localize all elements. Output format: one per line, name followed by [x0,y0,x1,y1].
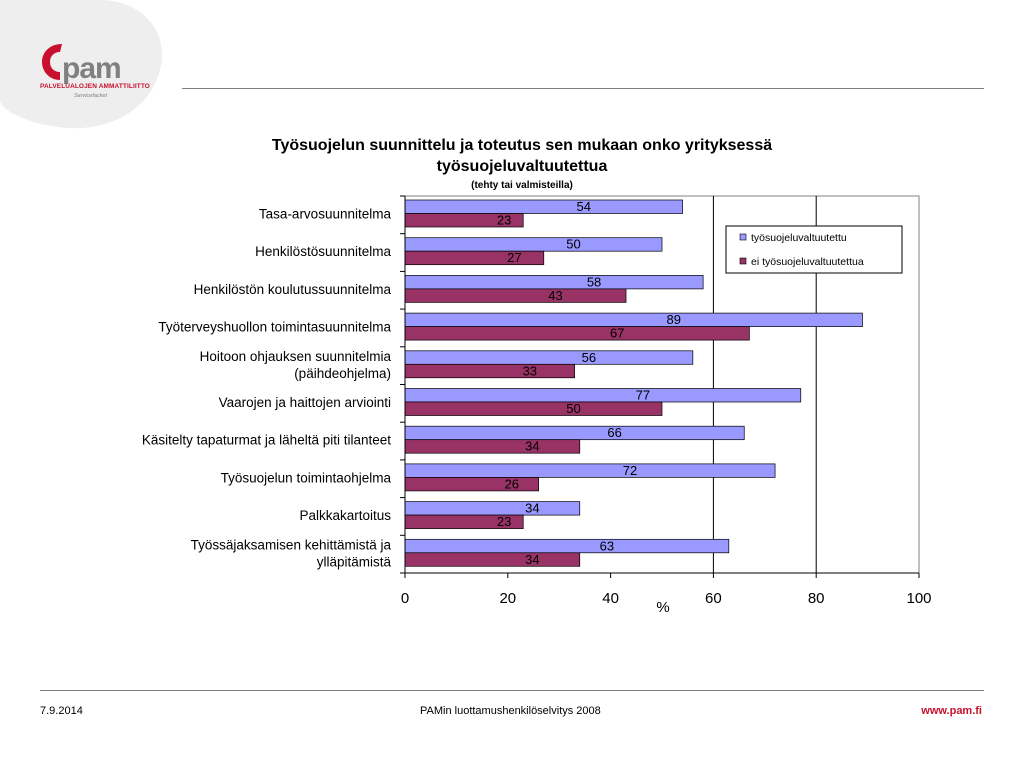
data-label-with-0: 54 [576,199,592,214]
logo-word: pam [62,52,121,85]
data-label-with-5: 77 [635,387,651,403]
category-label-6-0: Käsitelty tapaturmat ja läheltä piti tilanteet [141,432,391,448]
data-label-with-7: 72 [622,462,638,478]
data-label-without-3: 67 [609,325,625,341]
bar-with-0 [405,200,683,214]
legend [726,226,902,273]
legend-label-1: työsuojeluvaltuutettu [751,232,847,244]
logo-subtitle: PALVELUALOJEN AMMATTILIITTO [40,83,150,90]
x-axis-label: % [656,599,670,616]
footer-title: PAMin luottamushenkilöselvitys 2008 [420,705,601,717]
data-label-without-2: 43 [548,287,563,303]
category-labels [142,207,392,570]
data-label-without-0: 23 [496,212,512,228]
category-label-4-1: (päihdeohjelma) [294,365,391,381]
category-label-8-0: Palkkakartoitus [299,508,391,524]
bar-with-1 [405,238,662,252]
bar-with-2 [405,275,703,289]
data-label-with-8: 34 [525,500,540,516]
bar-with-7 [405,464,775,478]
data-label-with-6: 66 [607,425,622,441]
data-label-with-4: 56 [581,349,597,365]
category-label-7-0: Työsuojelun toimintaohjelma [220,470,391,486]
chart-title-line-1: Työsuojelun suunnittelu ja toteutus sen mukaan onko yrityksessä [271,137,773,154]
x-tick-label-40: 40 [602,590,619,607]
x-tick-label-20: 20 [499,590,517,607]
category-label-9-0: Työssäjaksamisen kehittämistä ja [190,537,391,553]
chart-subtitle: (tehty tai valmisteilla) [471,180,573,191]
category-label-4-0: Hoitoon ohjauksen suunnitelmia [199,348,391,364]
bar-with-4 [405,351,693,365]
category-label-0-0: Tasa-arvosuunnitelma [258,206,391,222]
data-label-without-8: 23 [496,514,512,530]
legend-swatch-2 [740,258,746,264]
category-label-5-0: Vaarojen ja haittojen arviointi [218,395,391,410]
data-label-without-5: 50 [566,401,581,416]
bar-with-8 [405,502,580,515]
bar-without-5 [405,402,662,416]
legend-label-2: ei työsuojeluvaltuutettua [751,256,864,268]
data-label-without-4: 33 [522,363,538,379]
category-label-9-1: ylläpitämistä [316,554,391,570]
bar-without-9 [405,553,580,567]
data-label-with-1: 50 [566,236,581,252]
data-label-with-3: 89 [666,312,681,328]
legend-swatch-1 [740,234,746,240]
x-tick-label-0: 0 [400,590,410,607]
bar-with-6 [405,426,744,440]
footer-date: 7.9.2014 [40,705,83,717]
bar-with-3 [405,313,862,327]
bar-with-9 [405,539,729,553]
bar-without-3 [405,327,749,341]
data-label-with-9: 63 [599,538,615,554]
data-label-with-2: 58 [586,274,602,290]
data-label-without-6: 34 [525,438,540,454]
data-label-without-9: 34 [525,551,540,567]
bar-without-6 [405,440,580,454]
data-label-without-7: 26 [504,476,520,492]
x-tick-label-100: 100 [906,590,932,607]
bar-with-5 [405,389,801,403]
footer-url-link[interactable]: www.pam.fi [921,705,982,717]
bar-without-4 [405,364,575,378]
category-label-2-0: Henkilöstön koulutussuunnitelma [193,281,391,297]
category-label-3-0: Työterveyshuollon toimintasuunnitelma [158,319,391,335]
data-label-without-1: 27 [507,250,522,266]
chart-title-line-2: työsuojeluvaltuutettua [436,158,608,175]
category-label-1-0: Henkilöstösuunnitelma [255,244,391,260]
bar-without-1 [405,251,544,265]
x-tick-label-80: 80 [807,590,825,607]
bottom-divider [40,690,984,691]
logo-subtitle-2: Servicefacket [74,93,108,99]
bar-without-2 [405,289,626,303]
x-tick-label-60: 60 [705,590,722,607]
